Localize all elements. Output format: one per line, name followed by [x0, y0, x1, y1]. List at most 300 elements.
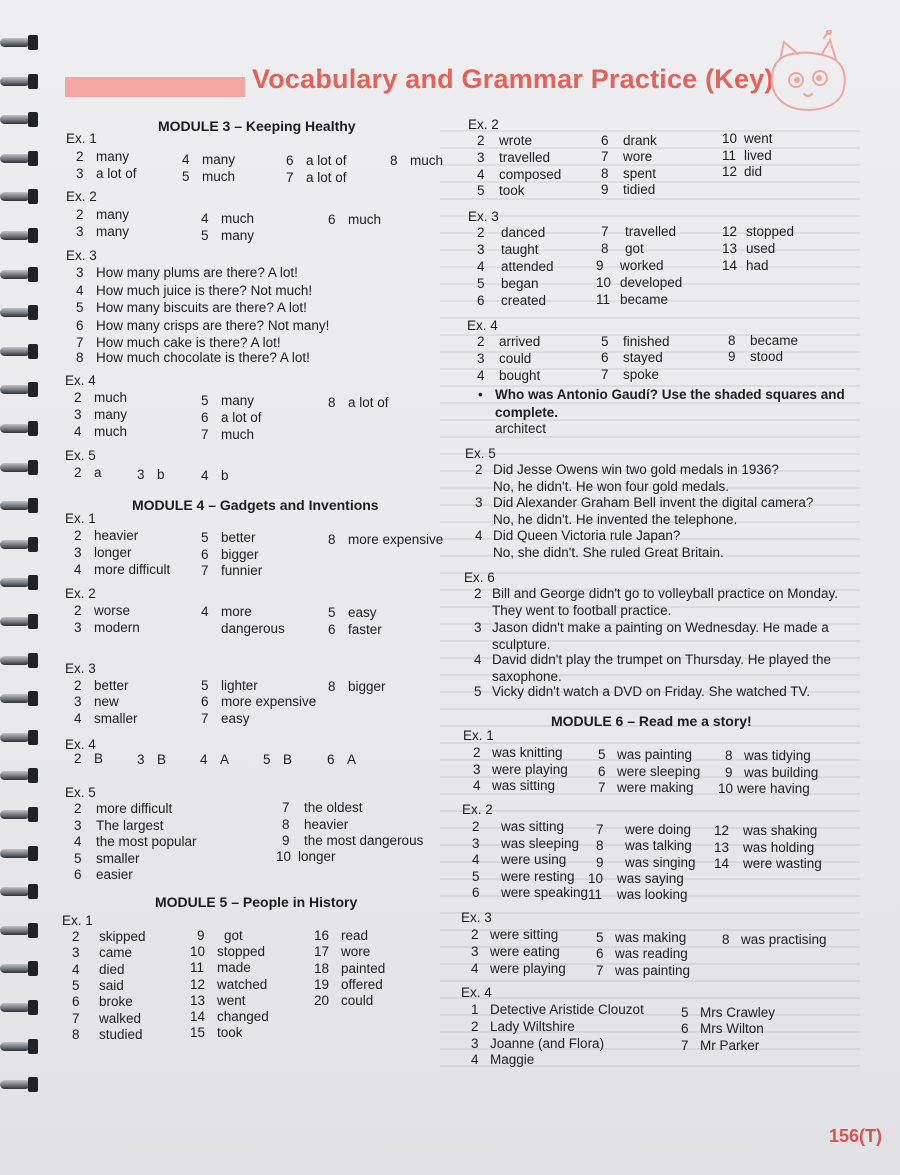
- item-number: 5: [596, 930, 604, 945]
- spiral-ring: [0, 225, 40, 247]
- item-number: 5: [477, 183, 485, 198]
- item-number: 9: [596, 258, 604, 273]
- exercise-label: Ex. 4: [467, 318, 498, 333]
- item-number: 4: [74, 834, 82, 849]
- item-answer: more expensive: [348, 532, 444, 547]
- item-number: 8: [328, 532, 336, 547]
- spiral-ring: [0, 572, 40, 594]
- item-number: 6: [76, 318, 84, 333]
- spiral-ring: [0, 302, 40, 324]
- item-number: 14: [190, 1009, 206, 1024]
- item-number: 11: [588, 887, 603, 902]
- item-answer: was singing: [625, 855, 696, 870]
- item-number: 8: [72, 1027, 80, 1042]
- item-answer: easy: [221, 711, 250, 726]
- exercise-label: Ex. 2: [468, 117, 499, 132]
- item-number: 10: [276, 849, 292, 864]
- exercise-label: Ex. 3: [66, 248, 97, 263]
- item-answer: had: [746, 258, 769, 273]
- item-answer: attended: [501, 259, 554, 274]
- item-answer: bought: [499, 368, 541, 383]
- item-answer: lighter: [221, 678, 258, 693]
- item-number: 2: [471, 1019, 479, 1034]
- item-answer: B: [94, 751, 104, 766]
- item-answer: many: [221, 228, 255, 243]
- item-answer: was saying: [617, 871, 684, 886]
- item-answer: travelled: [499, 150, 551, 165]
- item-number: 2: [472, 819, 480, 834]
- item-answer: smaller: [94, 711, 138, 726]
- item-number: 6: [472, 885, 480, 900]
- item-answer: painted: [341, 961, 386, 976]
- answer-line: No, he didn't. He invented the telephone.: [493, 512, 738, 527]
- item-answer: broke: [99, 994, 133, 1009]
- puzzle-question-cont: complete.: [495, 405, 559, 420]
- item-number: 8: [728, 333, 736, 348]
- item-number: 2: [74, 528, 82, 543]
- item-number: 13: [714, 840, 730, 855]
- item-answer: How many plums are there? A lot!: [96, 265, 298, 280]
- item-number: 19: [314, 977, 330, 992]
- item-number: 8: [76, 350, 84, 365]
- item-number: 10: [718, 781, 734, 796]
- item-answer: many: [202, 152, 236, 167]
- item-number: 9: [725, 765, 733, 780]
- item-number: 5: [472, 869, 480, 884]
- spiral-ring: [0, 1036, 40, 1058]
- item-number: 6: [328, 212, 336, 227]
- item-answer: a: [94, 465, 102, 480]
- item-number: 7: [601, 367, 609, 382]
- item-answer: worked: [620, 258, 664, 273]
- puzzle-question: Who was Antonio Gaudí? Use the shaded squares and: [495, 387, 845, 402]
- item-answer: walked: [99, 1011, 142, 1026]
- item-answer: heavier: [304, 817, 349, 832]
- exercise-label: Ex. 1: [62, 913, 93, 928]
- spiral-ring: [0, 32, 40, 54]
- page-number: 156(T): [829, 1126, 883, 1146]
- item-number: 12: [722, 224, 738, 239]
- item-answer: much: [94, 424, 128, 439]
- spiral-ring: [0, 727, 40, 749]
- item-number: 6: [286, 153, 294, 168]
- item-number: 8: [328, 679, 336, 694]
- item-number: 3: [471, 1036, 479, 1051]
- item-number: 6: [328, 622, 336, 637]
- item-number: 14: [722, 258, 738, 273]
- item-answer: a lot of: [221, 410, 262, 425]
- item-number: 10: [596, 275, 612, 290]
- item-number: 7: [201, 711, 209, 726]
- item-answer: B: [157, 752, 167, 767]
- item-answer: watched: [217, 977, 268, 992]
- item-answer: Mrs Crawley: [700, 1005, 776, 1020]
- item-answer: offered: [341, 977, 383, 992]
- item-number: 4: [477, 167, 485, 182]
- title-accent-bar: [65, 77, 245, 97]
- item-number: 3: [471, 944, 479, 959]
- spiral-ring: [0, 457, 40, 479]
- item-answer: more difficult: [96, 801, 173, 816]
- item-answer: A: [347, 752, 357, 767]
- spiral-ring: [0, 71, 40, 93]
- item-number: 4: [74, 711, 82, 726]
- item-number: 17: [314, 944, 330, 959]
- item-number: 7: [201, 563, 209, 578]
- item-number: 2: [76, 207, 84, 222]
- item-number: 6: [596, 946, 604, 961]
- item-answer: longer: [94, 545, 132, 560]
- item-number: 5: [263, 752, 271, 767]
- item-answer: wore: [623, 149, 653, 164]
- item-number: 4: [472, 852, 480, 867]
- item-answer: tidied: [623, 182, 656, 197]
- item-answer: were doing: [625, 822, 692, 837]
- item-number: 5: [474, 684, 482, 699]
- item-number: 4: [471, 961, 479, 976]
- item-number: 7: [282, 800, 290, 815]
- spiral-ring: [0, 650, 40, 672]
- answer-line: No, she didn't. She ruled Great Britain.: [493, 545, 724, 560]
- item-number: 4: [474, 652, 482, 667]
- exercise-label: Ex. 5: [65, 448, 96, 463]
- item-answer: more difficult: [94, 562, 171, 577]
- item-answer: drank: [623, 133, 657, 148]
- spiral-ring: [0, 997, 40, 1019]
- item-number: 11: [190, 960, 205, 975]
- spiral-ring: [0, 418, 40, 440]
- item-answer: developed: [620, 275, 683, 290]
- exercise-label: Ex. 2: [65, 586, 96, 601]
- item-answer: was sleeping: [501, 836, 580, 851]
- item-number: 2: [74, 390, 82, 405]
- item-answer: read: [341, 928, 369, 943]
- item-number: 3: [74, 694, 82, 709]
- item-answer: could: [341, 993, 374, 1008]
- item-answer: heavier: [94, 528, 139, 543]
- exercise-label: Ex. 1: [463, 728, 494, 743]
- item-answer: Detective Aristide Clouzot: [490, 1002, 644, 1017]
- item-number: 4: [74, 424, 82, 439]
- item-answer: got: [625, 241, 644, 256]
- item-answer: used: [746, 241, 776, 256]
- item-number: 4: [475, 528, 483, 543]
- item-answer: were sitting: [490, 927, 559, 942]
- item-answer: was practising: [741, 932, 827, 947]
- item-number: 4: [471, 1052, 479, 1067]
- item-number: 5: [201, 228, 209, 243]
- item-number: 2: [477, 225, 485, 240]
- item-answer: was knitting: [492, 745, 563, 760]
- item-number: 10: [722, 131, 738, 146]
- item-number: 6: [477, 293, 485, 308]
- item-number: 7: [596, 822, 604, 837]
- spiral-ring: [0, 379, 40, 401]
- item-answer: How much cake is there? A lot!: [96, 335, 281, 350]
- item-answer: a lot of: [306, 153, 347, 168]
- item-number: 6: [601, 133, 609, 148]
- item-answer: funnier: [221, 563, 263, 578]
- item-answer: stayed: [623, 350, 663, 365]
- item-number: 12: [722, 164, 738, 179]
- spiral-ring: [0, 958, 40, 980]
- sentence-line: Bill and George didn't go to volleyball practice on Monday.: [492, 586, 839, 601]
- item-number: 5: [598, 747, 606, 762]
- item-number: 9: [728, 349, 736, 364]
- item-answer: was sitting: [501, 819, 565, 834]
- module-heading: MODULE 6 – Read me a story!: [551, 713, 752, 729]
- question-line: Did Alexander Graham Bell invent the digital camera?: [493, 495, 814, 510]
- item-answer: Lady Wiltshire: [490, 1019, 575, 1034]
- item-number: 7: [598, 780, 606, 795]
- item-answer: got: [224, 928, 243, 943]
- item-answer: Maggie: [490, 1052, 535, 1067]
- item-answer: the most popular: [96, 834, 197, 849]
- item-answer: much: [202, 169, 236, 184]
- item-number: 1: [471, 1002, 479, 1017]
- item-number: 4: [201, 604, 209, 619]
- spiral-ring: [0, 920, 40, 942]
- item-answer: many: [96, 207, 130, 222]
- item-number: 5: [201, 530, 209, 545]
- item-answer: finished: [623, 334, 670, 349]
- exercise-label: Ex. 2: [462, 802, 493, 817]
- item-number: 5: [681, 1005, 689, 1020]
- item-answer: Mr Parker: [700, 1038, 760, 1053]
- item-answer: were wasting: [743, 856, 822, 871]
- spiral-ring: [0, 804, 40, 826]
- item-answer: went: [217, 993, 246, 1008]
- exercise-label: Ex. 1: [66, 131, 97, 146]
- item-answer: wore: [341, 944, 371, 959]
- item-answer: was holding: [743, 840, 815, 855]
- item-answer: said: [99, 978, 124, 993]
- item-answer: travelled: [625, 224, 677, 239]
- item-number: 3: [137, 467, 145, 482]
- item-answer: bigger: [348, 679, 386, 694]
- item-answer: How many crisps are there? Not many!: [96, 318, 330, 333]
- spiral-ring: [0, 495, 40, 517]
- item-answer: was sitting: [492, 778, 556, 793]
- item-number: 4: [72, 962, 80, 977]
- item-answer: Mrs Wilton: [700, 1021, 764, 1036]
- item-answer: were playing: [492, 762, 568, 777]
- item-answer: composed: [499, 167, 562, 182]
- item-answer: spent: [623, 166, 657, 181]
- item-answer: were resting: [501, 869, 575, 884]
- item-number: 2: [74, 678, 82, 693]
- item-number: 3: [76, 166, 84, 181]
- item-answer: stopped: [746, 224, 795, 239]
- item-answer: much: [94, 390, 128, 405]
- item-answer: the oldest: [304, 800, 363, 815]
- item-number: 2: [471, 927, 479, 942]
- item-number: 3: [474, 620, 482, 635]
- spiral-ring: [0, 264, 40, 286]
- spiral-ring: [0, 534, 40, 556]
- item-answer: many: [96, 224, 130, 239]
- item-number: 5: [201, 393, 209, 408]
- item-number: 13: [722, 241, 738, 256]
- item-number: 6: [74, 867, 82, 882]
- item-number: 7: [681, 1038, 689, 1053]
- item-answer: faster: [348, 622, 382, 637]
- item-number: 5: [74, 851, 82, 866]
- item-number: 2: [74, 465, 82, 480]
- item-answer: modern: [94, 620, 140, 635]
- item-number: 3: [475, 495, 483, 510]
- item-number: 6: [72, 994, 80, 1009]
- item-number: 3: [72, 945, 80, 960]
- puzzle-answer: architect: [495, 421, 547, 436]
- spiral-ring: [0, 1074, 40, 1096]
- item-number: 6: [601, 350, 609, 365]
- exercise-label: Ex. 3: [468, 209, 499, 224]
- item-answer: much: [221, 211, 255, 226]
- item-answer: The largest: [96, 818, 164, 833]
- item-answer: changed: [217, 1009, 269, 1024]
- item-answer: went: [744, 131, 773, 146]
- item-answer: was building: [744, 765, 819, 780]
- item-answer: How many biscuits are there? A lot!: [96, 300, 307, 315]
- item-number: 3: [74, 620, 82, 635]
- item-answer: b: [157, 467, 165, 482]
- item-answer: was tidying: [744, 748, 811, 763]
- item-answer: many: [221, 393, 255, 408]
- item-answer: was painting: [617, 747, 693, 762]
- item-number: 2: [76, 149, 84, 164]
- item-answer: spoke: [623, 367, 660, 382]
- item-answer: better: [94, 678, 129, 693]
- item-number: 3: [477, 351, 485, 366]
- item-answer: became: [620, 292, 669, 307]
- sentence-line: Vicky didn't watch a DVD on Friday. She watched TV.: [492, 684, 810, 699]
- item-number: 8: [601, 166, 609, 181]
- item-answer: became: [750, 333, 799, 348]
- item-answer: was reading: [615, 946, 688, 961]
- item-answer: were playing: [490, 961, 566, 976]
- item-answer: made: [217, 960, 251, 975]
- item-number: 8: [596, 838, 604, 853]
- item-number: 8: [390, 153, 398, 168]
- exercise-label: Ex. 5: [465, 446, 496, 461]
- cat-doodle-icon: [762, 30, 852, 120]
- item-number: 3: [137, 752, 145, 767]
- item-answer: died: [99, 962, 125, 977]
- item-number: 13: [190, 993, 206, 1008]
- item-number: 3: [74, 407, 82, 422]
- item-answer: a lot of: [348, 395, 389, 410]
- item-number: 4: [201, 468, 209, 483]
- item-number: 8: [328, 395, 336, 410]
- item-number: 4: [473, 778, 481, 793]
- item-number: 4: [477, 259, 485, 274]
- item-answer: created: [501, 293, 547, 308]
- item-number: 6: [201, 547, 209, 562]
- item-number: 4: [200, 752, 208, 767]
- item-number: 5: [201, 678, 209, 693]
- item-number: 11: [722, 148, 737, 163]
- item-number: 4: [201, 211, 209, 226]
- item-number: 2: [475, 462, 483, 477]
- answer-line: No, he didn't. He won four gold medals.: [493, 479, 729, 494]
- item-number: 5: [76, 300, 84, 315]
- exercise-label: Ex. 3: [461, 910, 492, 925]
- item-number: 14: [714, 856, 730, 871]
- item-number: 5: [601, 334, 609, 349]
- sentence-line: Jason didn't make a painting on Wednesday. He made a: [492, 620, 829, 635]
- item-number: 9: [197, 928, 205, 943]
- item-answer: arrived: [499, 334, 541, 349]
- spiral-ring: [0, 148, 40, 170]
- item-number: 2: [477, 334, 485, 349]
- sentence-line: David didn't play the trumpet on Thursday. He played the: [492, 652, 832, 667]
- sentence-line-cont: They went to football practice.: [492, 603, 672, 618]
- item-answer: more expensive: [221, 694, 317, 709]
- spiral-ring: [0, 881, 40, 903]
- item-answer: were making: [617, 780, 694, 795]
- item-answer: smaller: [96, 851, 140, 866]
- item-number: 2: [74, 603, 82, 618]
- item-number: 3: [477, 242, 485, 257]
- spiral-ring: [0, 688, 40, 710]
- item-answer: danced: [501, 225, 546, 240]
- spiral-ring: [0, 109, 40, 131]
- item-number: 6: [327, 752, 335, 767]
- item-answer: began: [501, 276, 539, 291]
- item-number: 5: [328, 605, 336, 620]
- item-number: 10: [588, 871, 604, 886]
- module-heading: MODULE 3 – Keeping Healthy: [158, 118, 356, 134]
- item-answer: Joanne (and Flora): [490, 1036, 605, 1051]
- item-answer: easy: [348, 605, 377, 620]
- item-answer: easier: [96, 867, 133, 882]
- item-answer: was making: [615, 930, 687, 945]
- item-number: 15: [190, 1025, 206, 1040]
- item-answer: much: [221, 427, 255, 442]
- item-answer: did: [744, 164, 763, 179]
- item-answer: much: [348, 212, 382, 227]
- item-answer: new: [94, 694, 119, 709]
- item-answer: the most dangerous: [304, 833, 424, 848]
- item-number: 2: [72, 929, 80, 944]
- item-answer: took: [499, 183, 525, 198]
- item-answer: dangerous: [221, 621, 285, 636]
- item-answer: better: [221, 530, 256, 545]
- item-answer: A: [220, 752, 230, 767]
- exercise-label: Ex. 1: [65, 511, 96, 526]
- item-answer: were using: [501, 852, 567, 867]
- exercise-label: Ex. 4: [461, 985, 492, 1000]
- spiral-ring: [0, 611, 40, 633]
- item-number: 2: [74, 751, 82, 766]
- item-answer: came: [99, 945, 133, 960]
- item-answer: was talking: [625, 838, 692, 853]
- sentence-line-cont: saxophone.: [492, 669, 562, 684]
- item-number: 3: [76, 265, 84, 280]
- spiral-binding: [0, 0, 44, 1175]
- item-number: 5: [477, 276, 485, 291]
- item-number: 3: [472, 836, 480, 851]
- item-number: 9: [596, 855, 604, 870]
- item-number: 3: [473, 762, 481, 777]
- item-number: 6: [598, 764, 606, 779]
- exercise-label: Ex. 4: [65, 737, 96, 752]
- item-number: 7: [601, 149, 609, 164]
- item-number: 6: [681, 1021, 689, 1036]
- item-answer: stood: [750, 349, 784, 364]
- spiral-ring: [0, 843, 40, 865]
